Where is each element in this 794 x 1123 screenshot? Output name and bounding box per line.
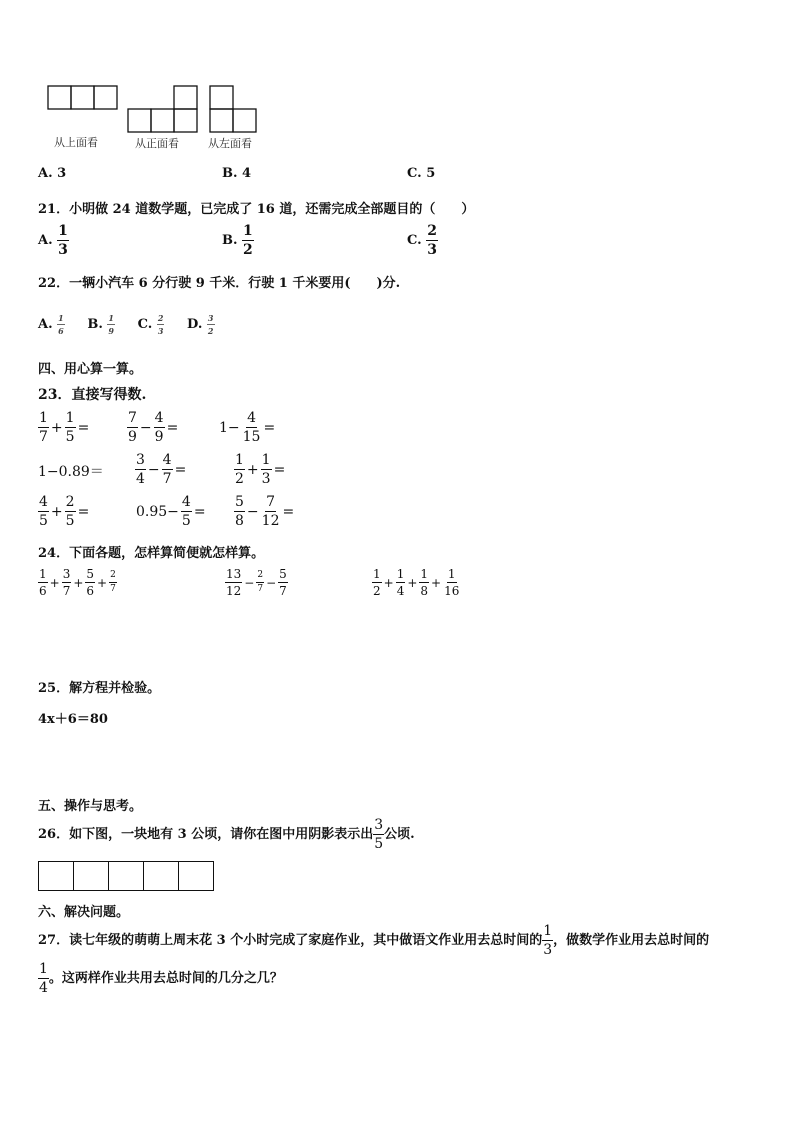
q23-r1-a: $\frac{1}{7}$ + $\frac{1}{5}$ = [39, 410, 90, 445]
q26-question: 26．如下图，一块地有 3 公顷，请你在图中用阴影表示出 $\frac{3}{5}$ 公顷. [38, 817, 415, 852]
q24-expression-1: $\frac{1}{6}$ + $\frac{3}{7}$ + $\frac{5}{6}$ + $\frac{2}{7}$ [39, 567, 116, 598]
q21-option-a: A. $\frac{1}{3}$ [38, 223, 68, 258]
section-6-heading: 六、解决问题。 [38, 905, 130, 920]
land-cell[interactable] [38, 861, 74, 891]
q25-equation: 4x＋6＝80 [38, 712, 108, 727]
q21-option-c: C. $\frac{2}{3}$ [407, 223, 437, 258]
q22-options: A. $\frac{1}{6}$ B. $\frac{1}{9}$ C. $\frac{2}{3}$ D. $\frac{3}{2}$ [38, 313, 214, 336]
q23-r2-b: $\frac{3}{4}$ − $\frac{4}{7}$ = [136, 452, 187, 487]
top-view-label: 从上面看 [54, 136, 98, 149]
q22-question: 22．一辆小汽车 6 分行驶 9 千米．行驶 1 千米要用( )分. [38, 276, 401, 291]
q24-title: 24．下面各题，怎样算简便就怎样算。 [38, 546, 265, 561]
q24-expression-2: $\frac{13}{12}$ − $\frac{2}{7}$ − $\frac{5}{7}$ [226, 567, 287, 598]
left-view-figure [210, 86, 256, 132]
three-view-figures [40, 80, 270, 142]
q27-line-1: 27．读七年级的萌萌上周末花 3 个小时完成了家庭作业，其中做语文作业用去总时间的 $\frac{1}{3}$ ，做数学作业用去总时间的 [38, 923, 710, 958]
front-view-figure [128, 86, 197, 132]
q21-option-b: B. $\frac{1}{2}$ [222, 223, 253, 258]
q23-r3-b: 0.95− $\frac{4}{5}$ = [136, 494, 206, 529]
q23-r2-c: $\frac{1}{2}$ + $\frac{1}{3}$ = [235, 452, 286, 487]
land-cell[interactable] [73, 861, 109, 891]
q23-r3-c: $\frac{5}{8}$ − $\frac{7}{12}$ = [235, 494, 295, 529]
q23-r1-c: 1− $\frac{4}{15}$ = [219, 410, 276, 445]
q27-line-2: $\frac{1}{4}$ 。这两样作业共用去总时间的几分之几？ [39, 961, 283, 996]
land-cell[interactable] [143, 861, 179, 891]
section-5-heading: 五、操作与思考。 [38, 799, 143, 814]
q20-option-c: C. 5 [407, 166, 436, 181]
q23-r2-a: 1−0.89＝ [38, 464, 104, 480]
q26-land-grid[interactable] [38, 861, 214, 891]
q21-question: 21．小明做 24 道数学题，已完成了 16 道，还需完成全部题目的（ ） [38, 202, 475, 217]
section-4-heading: 四、用心算一算。 [38, 362, 143, 377]
land-cell[interactable] [108, 861, 144, 891]
left-view-label: 从左面看 [208, 137, 252, 150]
q20-option-b: B. 4 [222, 166, 252, 181]
top-view-figure [48, 86, 117, 109]
land-cell[interactable] [178, 861, 214, 891]
q23-r1-b: $\frac{7}{9}$ − $\frac{4}{9}$ = [128, 410, 179, 445]
front-view-label: 从正面看 [135, 137, 179, 150]
q20-option-a: A. 3 [38, 166, 67, 181]
q23-r3-a: $\frac{4}{5}$ + $\frac{2}{5}$ = [39, 494, 90, 529]
q25-title: 25．解方程并检验。 [38, 681, 161, 696]
q23-title: 23．直接写得数. [38, 387, 147, 403]
q24-expression-3: $\frac{1}{2}$ + $\frac{1}{4}$ + $\frac{1}{8}$ + $\frac{1}{16}$ [373, 567, 460, 598]
